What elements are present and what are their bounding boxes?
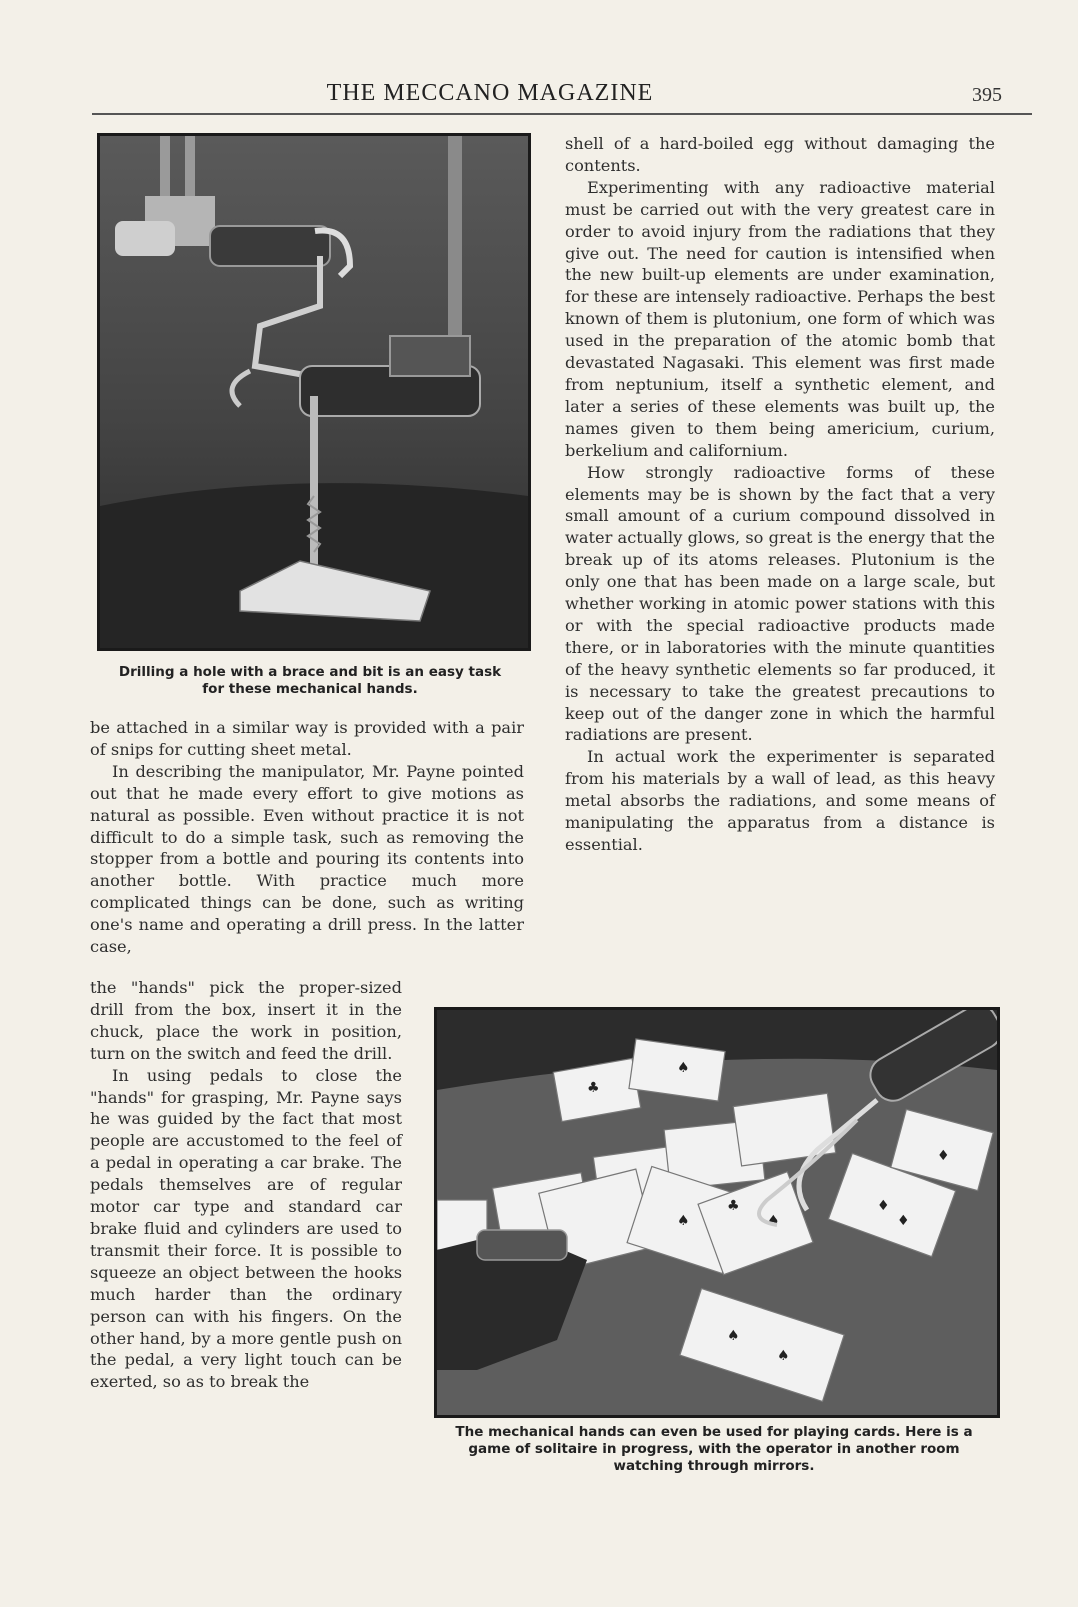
right-paragraph-2: Experimenting with any radioactive material must be carried out with the very greatest care in order to avoid injury from the radiations that they give out. The need for caution is intensified when the new built-up elements are under examination, for these are intensely radioactive. Perhaps the best known of them is plutonium, one form of which was used in the preparation of the atomic bomb that devastated Nagasaki. This element was first made from neptunium, itself a synthetic element, and later a series of these elements was built up, the names given to them being americium, curium, berkelium and californium. bbox=[565, 177, 995, 460]
left-paragraph-2-continued: the "hands" pick the proper-sized drill from the box, insert it in the chuck, place the work in position, turn on the switch and feed the drill. bbox=[90, 978, 402, 1063]
solitaire-caption-line-3: watching through mirrors. bbox=[613, 1458, 815, 1474]
svg-text:♠: ♠ bbox=[767, 1213, 780, 1229]
solitaire-caption-line-2: game of solitaire in progress, with the operator in another room bbox=[468, 1441, 960, 1457]
svg-text:♠: ♠ bbox=[677, 1060, 690, 1076]
right-paragraph-4: In actual work the experimenter is separated from his materials by a wall of lead, as this heavy metal absorbs the radiations, and some means of manipulating the apparatus from a distance is essential. bbox=[565, 747, 995, 854]
svg-text:♣: ♣ bbox=[587, 1080, 600, 1096]
svg-text:♠: ♠ bbox=[777, 1348, 790, 1364]
header-rule bbox=[92, 113, 1032, 115]
right-paragraph-3: How strongly radioactive forms of these elements may be is shown by the fact that a very small amount of a curium compound dissolved in water actually glows, so great is the energy that the break up of its atoms releases. Plutonium is the only one that has been made on a large scale, but whether working in atomic power stations with this or with the special radioactive products made there, or in laboratories with the minute quantities of the heavy synthetic elements so far produced, it is necessary to take the greatest precautions to keep out of the danger zone in which the harmful radiations are present. bbox=[565, 462, 995, 745]
drill-photo bbox=[97, 133, 531, 651]
drill-caption bbox=[90, 664, 530, 698]
drill-caption-line-2: for these mechanical hands. bbox=[202, 681, 418, 697]
svg-text:♦: ♦ bbox=[937, 1148, 950, 1164]
right-column-text bbox=[565, 133, 995, 856]
page-number: 395 bbox=[972, 84, 1002, 106]
left-paragraph-3: In using pedals to close the "hands" for grasping, Mr. Payne says he was guided by the fact that most people are accustomed to the feel of a pedal in operating a car brake. The pedals themselves are of regular motor car type and standard car brake fluid and cylinders are used to transmit their force. It is possible to squeeze an object between the hooks much harder than the ordinary person can with his fingers. On the other hand, by a more gentle push on the pedal, a very light touch can be exerted, so as to break the bbox=[90, 1065, 402, 1392]
solitaire-photo bbox=[434, 1007, 1000, 1418]
left-column-narrow-text bbox=[90, 977, 402, 1393]
svg-text:♦: ♦ bbox=[897, 1213, 910, 1229]
right-paragraph-1: shell of a hard-boiled egg without damaging the contents. bbox=[565, 134, 995, 175]
svg-text:♠: ♠ bbox=[677, 1213, 690, 1229]
svg-text:♦: ♦ bbox=[877, 1198, 890, 1214]
left-column-text bbox=[90, 717, 524, 958]
svg-text:♠: ♠ bbox=[727, 1328, 740, 1344]
svg-text:♣: ♣ bbox=[727, 1198, 740, 1214]
solitaire-caption bbox=[430, 1424, 998, 1475]
left-paragraph-2: In describing the manipulator, Mr. Payne pointed out that he made every effort to give motions as natural as possible. Even without practice it is not difficult to do a simple task, such as removing the stopper from a bottle and pouring its contents into another bottle. With practice much more complicated things can be done, such as writing one's name and operating a drill press. In the latter case, bbox=[90, 761, 524, 957]
magazine-title: THE MECCANO MAGAZINE bbox=[326, 80, 654, 106]
drill-caption-line-1: Drilling a hole with a brace and bit is an easy task bbox=[118, 664, 502, 680]
left-paragraph-1: be attached in a similar way is provided with a pair of snips for cutting sheet metal. bbox=[90, 718, 524, 759]
solitaire-caption-line-1: The mechanical hands can even be used for playing cards. Here is a bbox=[455, 1424, 973, 1440]
